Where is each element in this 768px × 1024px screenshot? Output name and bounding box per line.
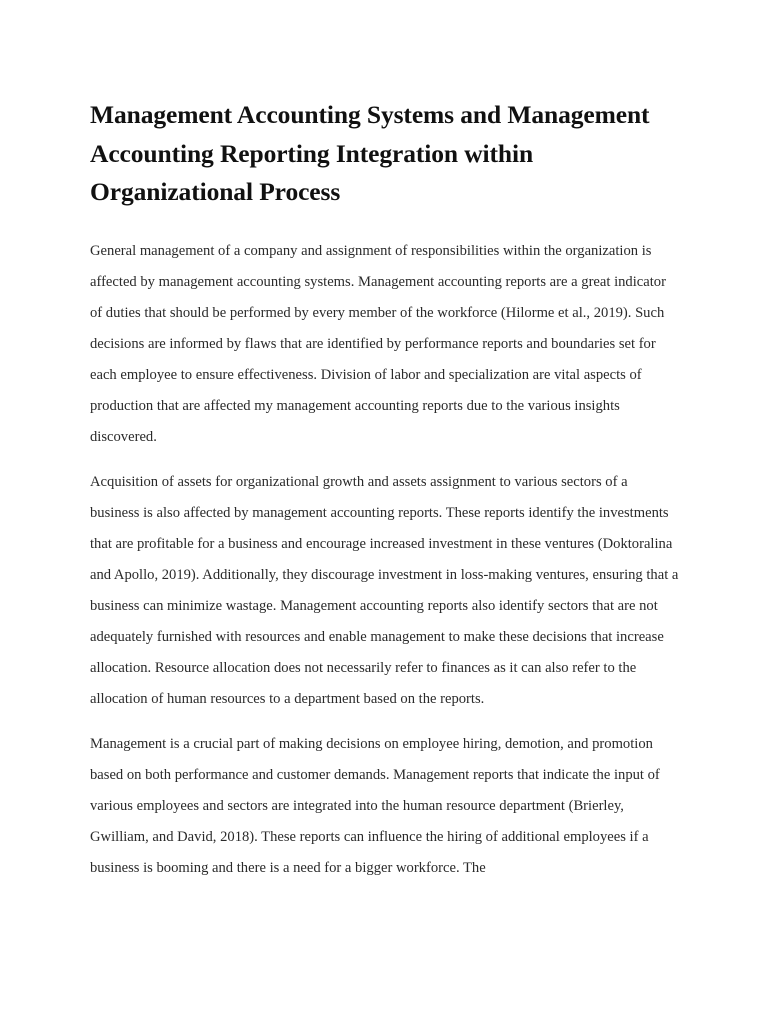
document-title: Management Accounting Systems and Management Accounting Reporting Integration within Organizational Process — [90, 100, 650, 206]
paragraph-3: Management is a crucial part of making decisions on employee hiring, demotion, and promotion based on both performance and customer demands. Management reports that indicate the input of various employees and sectors are integrated into the human resource department (Brierley, Gwilliam, and David, 2018). These reports can influence the hiring of additional employees if a business is booming and there is a need for a bigger workforce. The — [90, 735, 660, 876]
paragraph-1: General management of a company and assignment of responsibilities within the organization is affected by management accounting systems. Management accounting reports are a great indicator of duties that should be performed by every member of the workforce (Hilorme et al., 2019). Such decisions are informed by flaws that are identified by performance reports and boundaries set for each employee to ensure effectiveness. Division of labor and specialization are vital aspects of production that are affected my management accounting reports due to the various insights discovered. — [90, 242, 666, 445]
document-page — [90, 96, 680, 898]
paragraph-2: Acquisition of assets for organizational growth and assets assignment to various sectors of a business is also affected by management accounting reports. These reports identify the investments that are profitable for a business and encourage increased investment in these ventures (Doktoralina and Apollo, 2019). Additionally, they discourage investment in loss-making ventures, ensuring that a business can minimize wastage. Management accounting reports also identify sectors that are not adequately furnished with resources and enable management to make these decisions that increase allocation. Resource allocation does not necessarily refer to finances as it can also refer to the allocation of human resources to a department based on the reports. — [90, 473, 679, 707]
